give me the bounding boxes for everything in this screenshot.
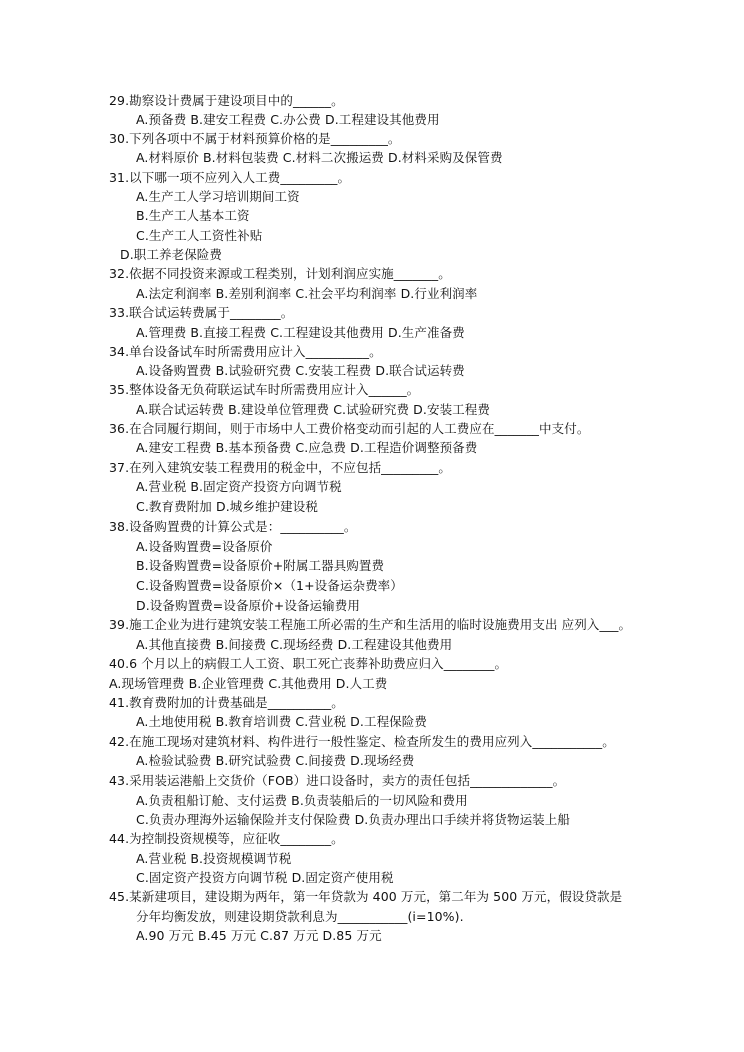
question-42-stem: 42.在施工现场对建筑材料、构件进行一般性鉴定、检查所发生的费用应列入___________。 [109,734,615,749]
question-37-stem: 37.在列入建筑安装工程费用的税金中，不应包括_________。 [109,460,451,475]
question-38-option-a: A.设备购置费=设备原价 [136,539,273,554]
question-36-options: A.建安工程费 B.基本预备费 C.应急费 D.工程造价调整预备费 [136,440,478,455]
question-45-stem: 45.某新建项目，建设期为两年，第一年贷款为 400 万元，第二年为 500 万元，假设贷款是 [109,889,623,904]
question-33-options: A.管理费 B.直接工程费 C.工程建设其他费用 D.生产准备费 [136,325,465,340]
question-38-option-b: B.设备购置费=设备原价+附属工器具购置费 [136,558,385,573]
question-31-option-b: B.生产工人基本工资 [136,208,250,223]
question-36-stem: 36.在合同履行期间，则于市场中人工费价格变动而引起的人工费应在_______中支付。 [109,421,590,436]
question-31-option-c: C.生产工人工资性补贴 [136,228,263,243]
question-29-stem: 29.勘察设计费属于建设项目中的______。 [109,93,344,108]
question-44-options-ab: A.营业税 B.投资规模调节税 [136,851,292,866]
question-39-stem: 39.施工企业为进行建筑安装工程施工所必需的生产和生活用的临时设施费用支出 应列入___。 [109,617,632,632]
question-42-options: A.检验试验费 B.研究试验费 C.间接费 D.现场经费 [136,753,415,768]
question-35-stem: 35.整体设备无负荷联运试车时所需费用应计入______。 [109,382,420,397]
question-38-option-d: D.设备购置费=设备原价+设备运输费用 [136,598,360,613]
question-43-options-ab: A.负责租船订舱、支付运费 B.负责装船后的一切风险和费用 [136,793,468,808]
question-32-stem: 32.依据不同投资来源或工程类别，计划利润应实施_______。 [109,266,451,281]
question-32-options: A.法定利润率 B.差别利润率 C.社会平均利润率 D.行业利润率 [136,286,478,301]
question-41-stem: 41.教育费附加的计费基础是__________。 [109,695,344,710]
question-40-options: A.现场管理费 B.企业管理费 C.其他费用 D.人工费 [109,676,388,691]
question-29-options: A.预备费 B.建安工程费 C.办公费 D.工程建设其他费用 [136,112,440,127]
question-45-options: A.90 万元 B.45 万元 C.87 万元 D.85 万元 [136,928,382,943]
question-43-options-cd: C.负责办理海外运输保险并支付保险费 D.负责办理出口手续并将货物运装上船 [136,812,570,827]
question-45-stem-continued: 分年均衡发放，则建设期贷款利息为___________(i=10%). [136,909,464,924]
question-33-stem: 33.联合试运转费属于________。 [109,305,294,320]
question-31-stem: 31.以下哪一项不应列入人工费_________。 [109,170,351,185]
question-44-options-cd: C.固定资产投资方向调节税 D.固定资产使用税 [136,870,394,885]
question-34-options: A.设备购置费 B.试验研究费 C.安装工程费 D.联合试运转费 [136,363,465,378]
question-44-stem: 44.为控制投资规模等，应征收________。 [109,831,344,846]
question-38-option-c: C.设备购置费=设备原价×（1+设备运杂费率） [136,578,403,593]
question-31-option-a: A.生产工人学习培训期间工资 [136,189,300,204]
question-35-options: A.联合试运转费 B.建设单位管理费 C.试验研究费 D.安装工程费 [136,402,490,417]
question-30-stem: 30.下列各项中不属于材料预算价格的是_________。 [109,131,401,146]
question-31-option-d: D.职工养老保险费 [120,247,222,262]
question-43-stem: 43.采用装运港船上交货价（FOB）进口设备时，卖方的责任包括_____________。 [109,773,566,788]
question-37-options-ab: A.营业税 B.固定资产投资方向调节税 [136,479,342,494]
question-34-stem: 34.单台设备试车时所需费用应计入__________。 [109,344,382,359]
question-30-options: A.材料原价 B.材料包装费 C.材料二次搬运费 D.材料采购及保管费 [136,150,503,165]
question-40-stem: 40.6 个月以上的病假工人工资、职工死亡丧葬补助费应归入________。 [109,656,508,671]
question-38-stem: 38.设备购置费的计算公式是：__________。 [109,519,357,534]
question-39-options: A.其他直接费 B.间接费 C.现场经费 D.工程建设其他费用 [136,637,453,652]
question-41-options: A.土地使用税 B.教育培训费 C.营业税 D.工程保险费 [136,714,427,729]
question-37-options-cd: C.教育费附加 D.城乡维护建设税 [136,499,318,514]
